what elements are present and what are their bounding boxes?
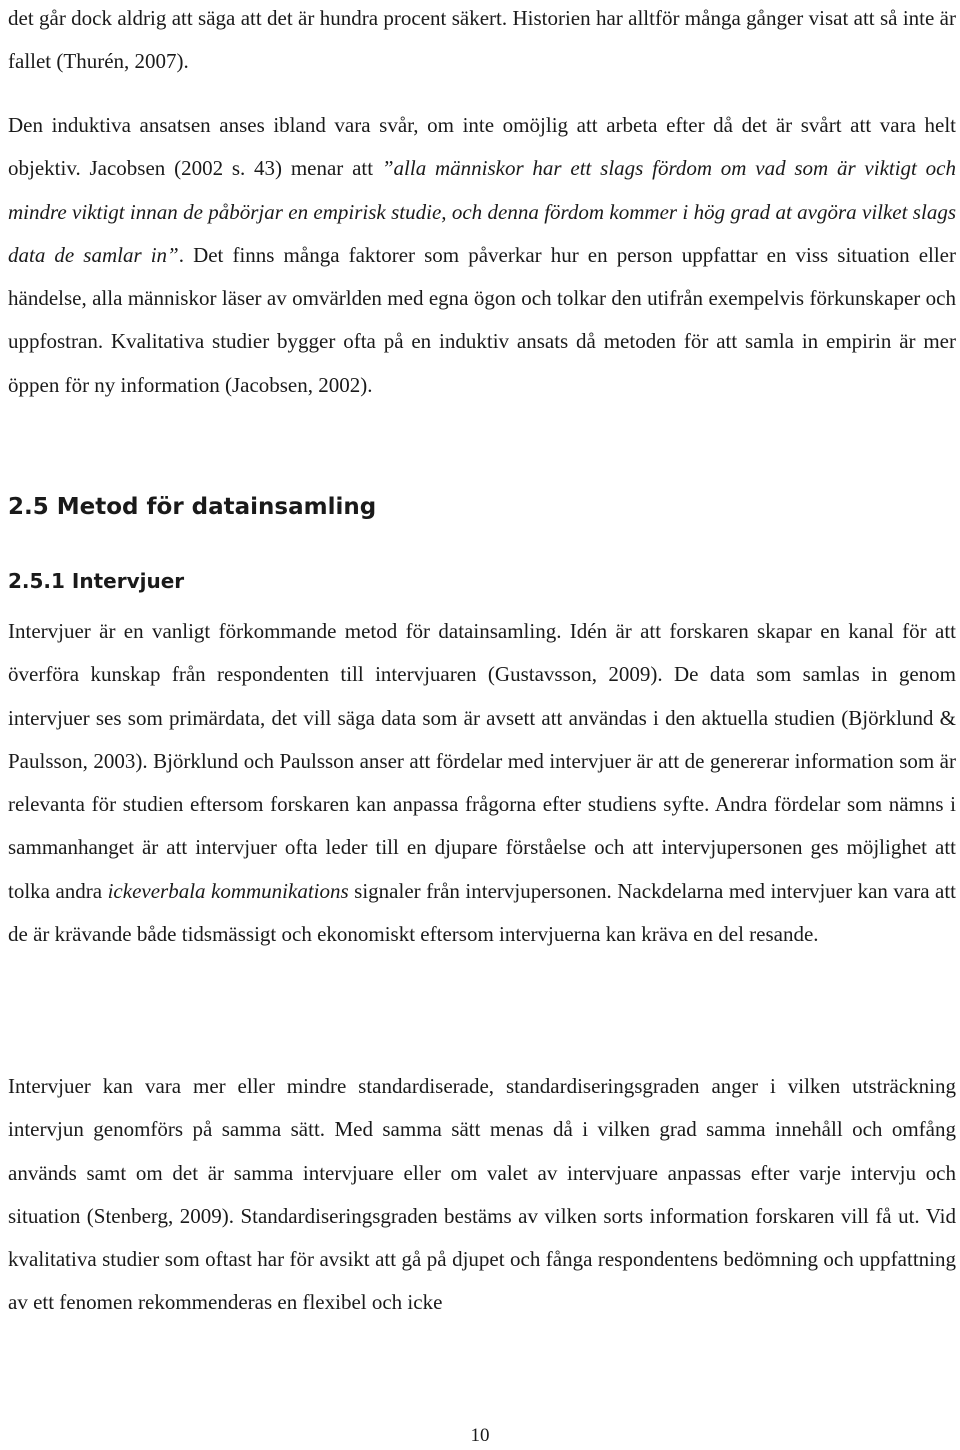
paragraph-text: . Det finns många faktorer som påverkar hur en person uppfattar en viss situation eller händelse, alla människor läser av omvärlden med egna ögon och tolkar den utifrån exempelvis förkunskaper och uppfostran. Kvalitativa studier bygger ofta på en induktiv ansats då metoden för att samla in empirin är mer öppen för ny information (Jacobsen, 2002). xyxy=(8,242,956,397)
paragraph-text: Intervjuer är en vanligt förkommande metod för datainsamling. Idén är att forskaren skapar en kanal för att överföra kunskap från respondenten till intervjuaren (Gustavsson, 2009). De data som samlas in genom intervjuer ses som primärdata, det vill säga data som är avsett att användas i den aktuella studien (Björklund & Paulsson, 2003). Björklund och Paulsson anser att fördelar med intervjuer är att de genererar information som är relevanta för studien eftersom forskaren kan anpassa frågorna efter studiens syfte. Andra fördelar som nämns i sammanhanget är att intervjuer ofta leder till en djupare förståelse och att intervjupersonen ges möjlighet att tolka andra xyxy=(8,619,956,903)
paragraph-text: det går dock aldrig att säga att det är hundra procent säkert. Historien har alltför många gånger visat att så inte är fallet (Thurén, 2007). xyxy=(8,6,956,74)
emphasis-text: ickeverbala kommunikations xyxy=(107,878,349,903)
paragraph-text: Den induktiva ansatsen anses ibland vara svår, om inte omöjlig att arbeta efter då det är svårt att vara helt objektiv. Jacobsen (2002 s. 43) menar att xyxy=(8,113,956,181)
section-heading: 2.5 Metod för datainsamling xyxy=(8,494,377,520)
subsection-heading: 2.5.1 Intervjuer xyxy=(8,569,185,593)
paragraph-text: Intervjuer kan vara mer eller mindre standardiserade, standardiseringsgraden anger i vilken utsträckning intervjun genomförs på samma sätt. Med samma sätt menas då i vilken grad samma innehåll och omfång används samt om det är samma intervjuare eller om valet av intervjuare anpassas efter varje intervju och situation (Stenberg, 2009). Standardiseringsgraden bestäms av vilken sorts information forskaren vill få ut. Vid kvalitativa studier som oftast har för avsikt att gå på djupet och fånga respondentens bedömning och uppfattning av ett fenomen rekommenderas en flexibel och icke xyxy=(8,1074,956,1315)
page-number: 10 xyxy=(470,1425,490,1446)
quote-text: ”alla människor har ett slags fördom om vad som är viktigt och mindre viktigt innan de påbörjar en empirisk studie, och denna fördom kommer i hög grad at avgöra vilket slags data de samlar in” xyxy=(8,156,956,267)
paragraph-intervjuer xyxy=(8,610,956,956)
paragraph-text: signaler från intervjupersonen. Nackdelarna med intervjuer kan vara att de är krävande både tidsmässigt och ekonomiskt eftersom intervjuerna kan kräva en del resande. xyxy=(8,878,956,947)
paragraph-intro xyxy=(8,0,956,84)
paragraph-standardisering xyxy=(8,1065,956,1325)
paragraph-induktiv-ansats xyxy=(8,104,956,407)
